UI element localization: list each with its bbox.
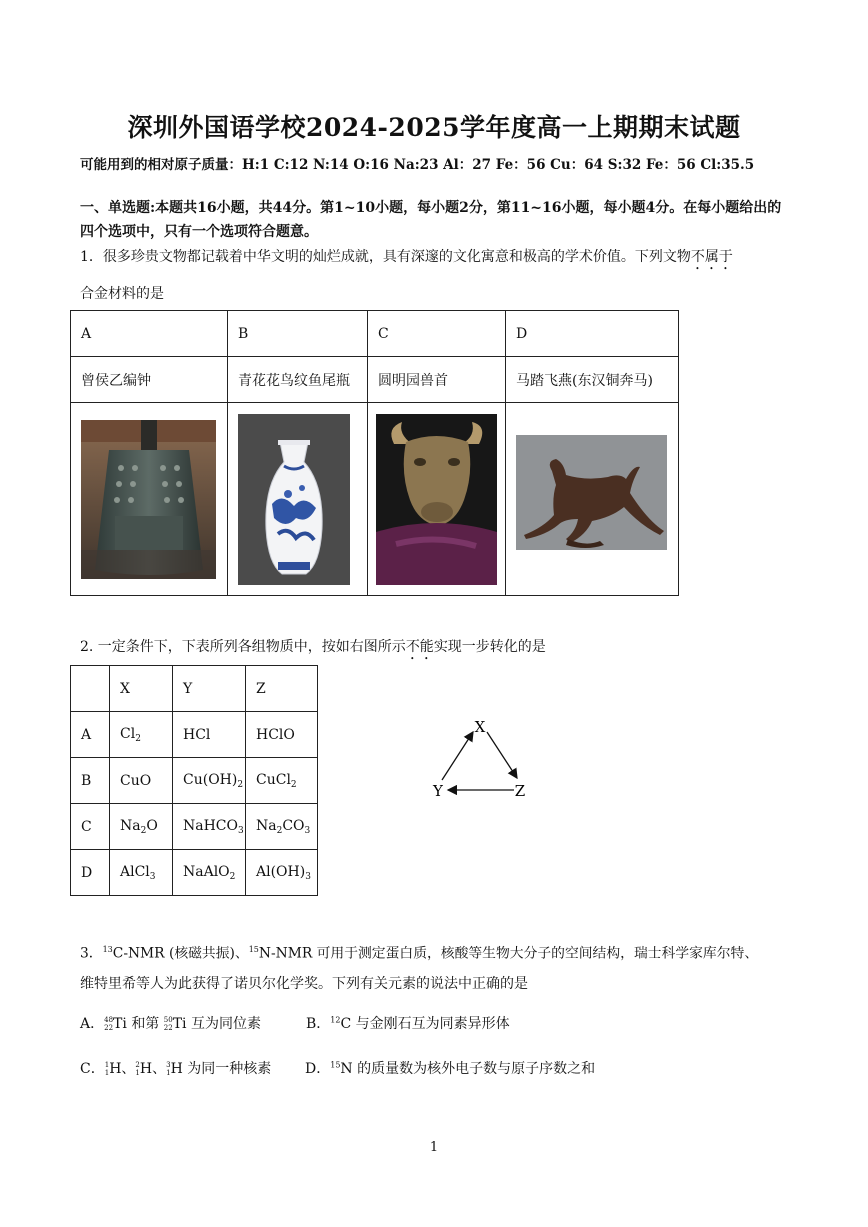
page-title: 深圳外国语学校2024-2025学年度高一上期期末试题 <box>127 113 741 142</box>
cell-z: $Al(OH)_3$ <box>246 850 318 896</box>
q1-option-letter: D <box>506 311 679 357</box>
cell-y: $Cu(OH)_2$ <box>173 758 246 804</box>
q2-header <box>71 666 110 712</box>
q2-header-z: Z <box>246 666 318 712</box>
table-row <box>71 850 318 896</box>
bronze-bell-image <box>81 420 216 579</box>
diagram-y: Y <box>433 782 443 800</box>
bronze-ox-head-image <box>376 414 497 585</box>
q3-line2: 维特里希等人为此获得了诺贝尔化学奖。下列有关元素的说法中正确的是 <box>80 976 528 992</box>
row-letter: C <box>71 804 110 850</box>
q3-option-b: B．$^{12}$C 与金刚石互为同素异形体 <box>306 1015 510 1032</box>
q3-option-c: C．1 1H、2 1H、3 1H 为同一种核素 <box>80 1061 272 1077</box>
q1-option-name: 青花花鸟纹鱼尾瓶 <box>228 357 368 403</box>
q3-option-d: D．$^{15}$N 的质量数为核外电子数与原子序数之和 <box>305 1060 596 1077</box>
cell-x: $Na_2O$ <box>110 804 173 850</box>
diagram-z: Z <box>514 782 526 800</box>
atomic-masses: 可能用到的相对原子质量：H:1 C:12 N:14 O:16 Na:23 Al：27 Fe：56 Cu：64 S:32 Fe：56 Cl:35.5 <box>80 157 755 173</box>
q1-option-name: 曾侯乙编钟 <box>71 357 228 403</box>
q2-table <box>70 665 318 896</box>
cell-z: CuCl$_2$ <box>246 758 318 804</box>
cell-y: HCl <box>173 712 246 758</box>
section-heading: 一、单选题:本题共16小题，共44分。第1~10小题，每小题2分，第11~16小题，每小题4分。在每小题给出的四个选项中，只有一个选项符合题意。 <box>80 200 782 240</box>
cell-x: CuO <box>110 758 173 804</box>
cell-y: NaAlO$_2$ <box>173 850 246 896</box>
cell-y: NaHCO$_3$ <box>173 804 246 850</box>
diagram-x: X <box>474 718 486 736</box>
porcelain-vase-image <box>238 414 350 585</box>
page-number: 1 <box>429 1140 439 1155</box>
q1-option-letter: B <box>228 311 368 357</box>
cell-x: AlCl$_3$ <box>110 850 173 896</box>
q2-header-y: Y <box>173 666 246 712</box>
q2-text <box>80 635 546 663</box>
q2-header-x: X <box>110 666 173 712</box>
conversion-diagram <box>420 712 540 807</box>
q3-line1: 3．$^{13}$C-NMR (核磁共振)、$^{15}$N-NMR 可用于测定蛋白质，核酸等生物大分子的空间结构，瑞士科学家库尔特、 <box>80 945 759 962</box>
cell-x: $Cl_2$ <box>110 712 173 758</box>
q2-text-a: 2. 一定条件下，下表所列各组物质中，按如右图所示 <box>80 639 406 655</box>
table-row <box>71 758 318 804</box>
q2-text-b: 实现一步转化的是 <box>433 639 546 655</box>
row-letter: D <box>71 850 110 896</box>
table-row <box>71 712 318 758</box>
q1-text-a: 1．很多珍贵文物都记载着中华文明的灿烂成就，具有深邃的文化寓意和极高的学术价值。下列文物 <box>80 249 691 265</box>
q1-text-b: 合金材料的是 <box>80 286 164 302</box>
bronze-horse-image <box>516 435 667 550</box>
row-letter: A <box>71 712 110 758</box>
cell-z: HClO <box>246 712 318 758</box>
q1-option-name: 圆明园兽首 <box>368 357 506 403</box>
q1-option-name: 马踏飞燕(东汉铜奔马) <box>506 357 679 403</box>
q1-emphasis: 不属于 <box>690 249 733 265</box>
cell-z: $Na_2CO_3$ <box>246 804 318 850</box>
q2-emphasis: 不能 <box>405 639 434 655</box>
q1-text <box>80 245 792 273</box>
q1-option-letter: C <box>368 311 506 357</box>
row-letter: B <box>71 758 110 804</box>
table-row <box>71 804 318 850</box>
q1-option-letter: A <box>71 311 228 357</box>
q3-option-a: A．48 22Ti 和第 50 22Ti 互为同位素 <box>80 1016 261 1032</box>
